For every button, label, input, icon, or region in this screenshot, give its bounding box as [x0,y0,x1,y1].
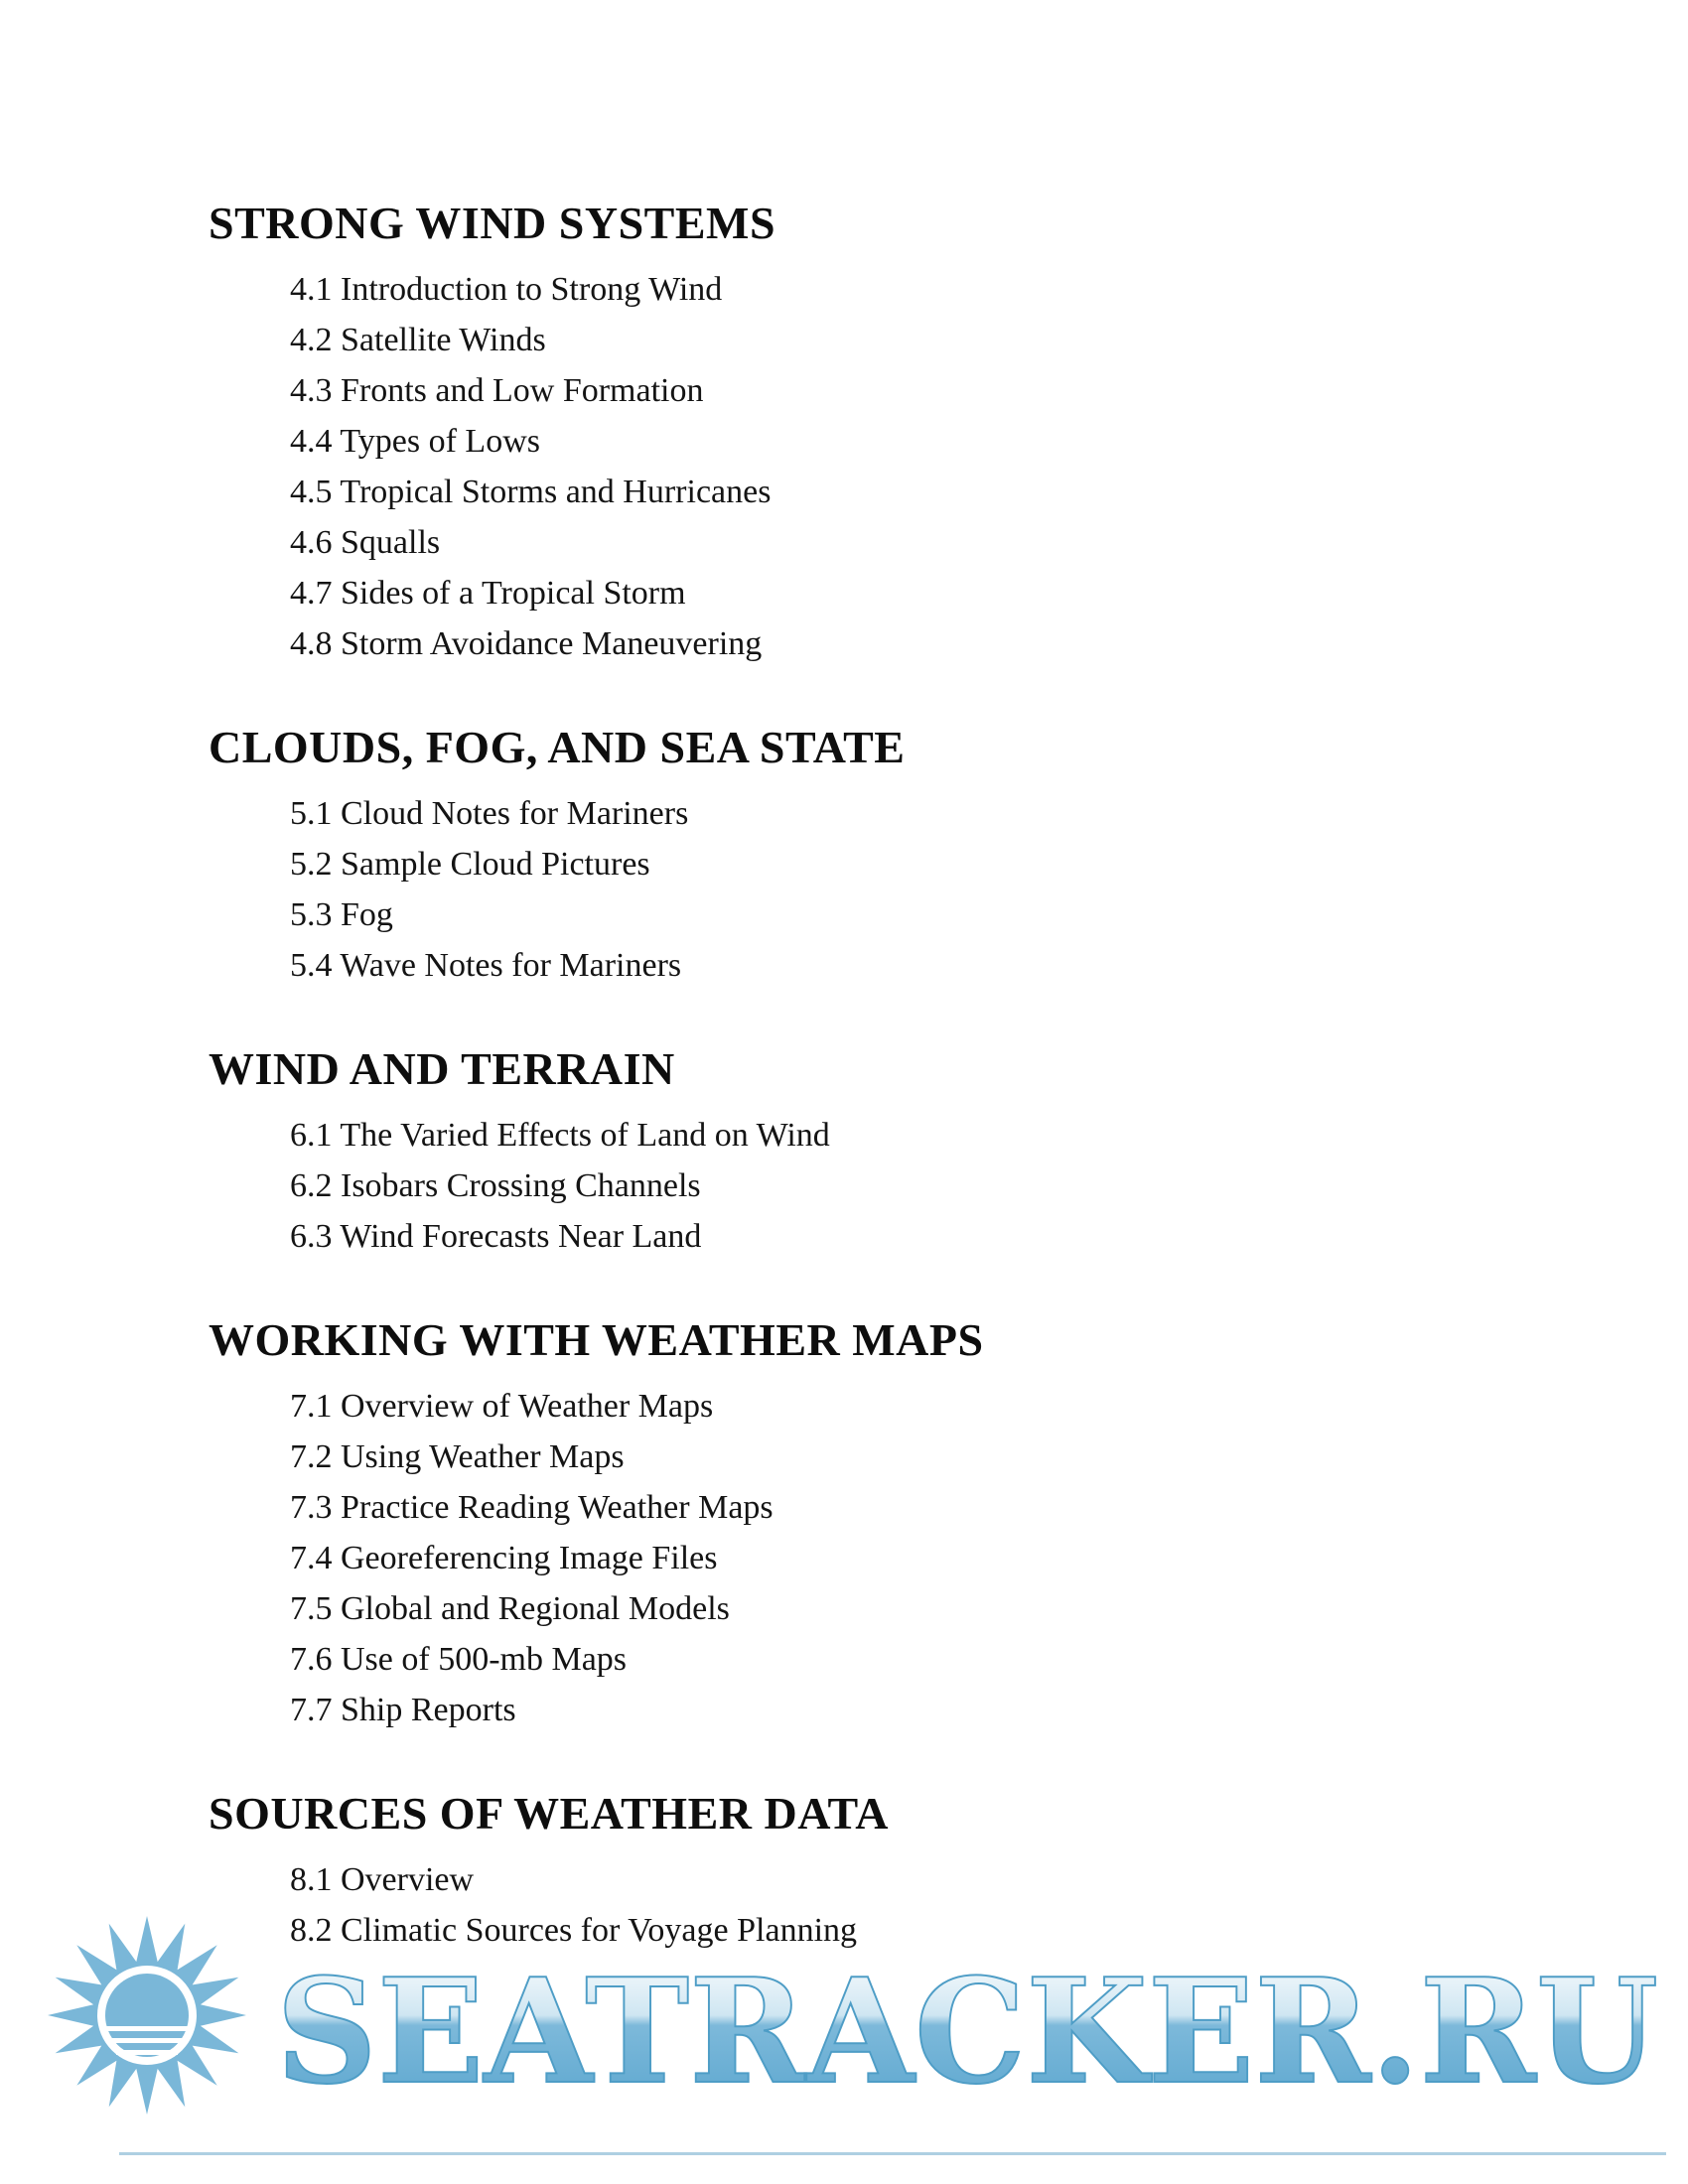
section-items [209,1854,1628,1956]
toc-item: 4.1 Introduction to Strong Wind [290,271,723,308]
toc-item: 8.1 Overview [290,1861,475,1898]
toc-item: 4.6 Squalls [290,524,441,561]
toc-item: 7.4 Georeferencing Image Files [290,1540,718,1576]
section-title: SOURCES OF WEATHER DATA [209,1788,889,1839]
toc-item: 7.3 Practice Reading Weather Maps [290,1489,774,1526]
section-title: WIND AND TERRAIN [209,1043,675,1094]
toc-section-working-with-weather-maps [209,1315,1628,1735]
toc-item: 7.2 Using Weather Maps [290,1438,625,1475]
toc-item: 4.4 Types of Lows [290,423,540,460]
toc-item: 4.7 Sides of a Tropical Storm [290,575,686,612]
toc-item: 7.6 Use of 500-mb Maps [290,1641,628,1678]
toc-item: 5.2 Sample Cloud Pictures [290,846,650,883]
toc-item: 8.2 Climatic Sources for Voyage Planning [290,1912,858,1949]
toc-item: 5.3 Fog [290,896,393,933]
watermark-text: SEATRACKER.RU [276,1948,1658,2116]
toc-item: 5.1 Cloud Notes for Mariners [290,795,689,832]
toc-item: 4.8 Storm Avoidance Maneuvering [290,625,763,662]
toc-item: 4.3 Fronts and Low Formation [290,372,704,409]
toc-item: 5.4 Wave Notes for Mariners [290,947,682,984]
toc-item: 6.2 Isobars Crossing Channels [290,1167,701,1204]
section-items [209,788,1628,991]
toc-item: 6.1 The Varied Effects of Land on Wind [290,1117,830,1154]
section-items [209,1110,1628,1262]
toc-item: 4.2 Satellite Winds [290,322,546,358]
toc-section-clouds-fog-sea-state [209,723,1628,991]
section-title: STRONG WIND SYSTEMS [209,198,776,248]
toc-item: 6.3 Wind Forecasts Near Land [290,1218,702,1255]
toc-section-sources-of-weather-data [209,1789,1628,1956]
toc-item: 4.5 Tropical Storms and Hurricanes [290,474,772,510]
section-items [209,264,1628,669]
toc-section-strong-wind-systems [209,199,1628,669]
section-title: WORKING WITH WEATHER MAPS [209,1314,984,1365]
toc-section-wind-and-terrain [209,1044,1628,1262]
section-items [209,1381,1628,1735]
toc-item: 7.7 Ship Reports [290,1692,516,1728]
toc-item: 7.5 Global and Regional Models [290,1590,730,1627]
toc-item: 7.1 Overview of Weather Maps [290,1388,714,1425]
section-title: CLOUDS, FOG, AND SEA STATE [209,722,906,772]
bottom-divider-line [119,2152,1666,2155]
